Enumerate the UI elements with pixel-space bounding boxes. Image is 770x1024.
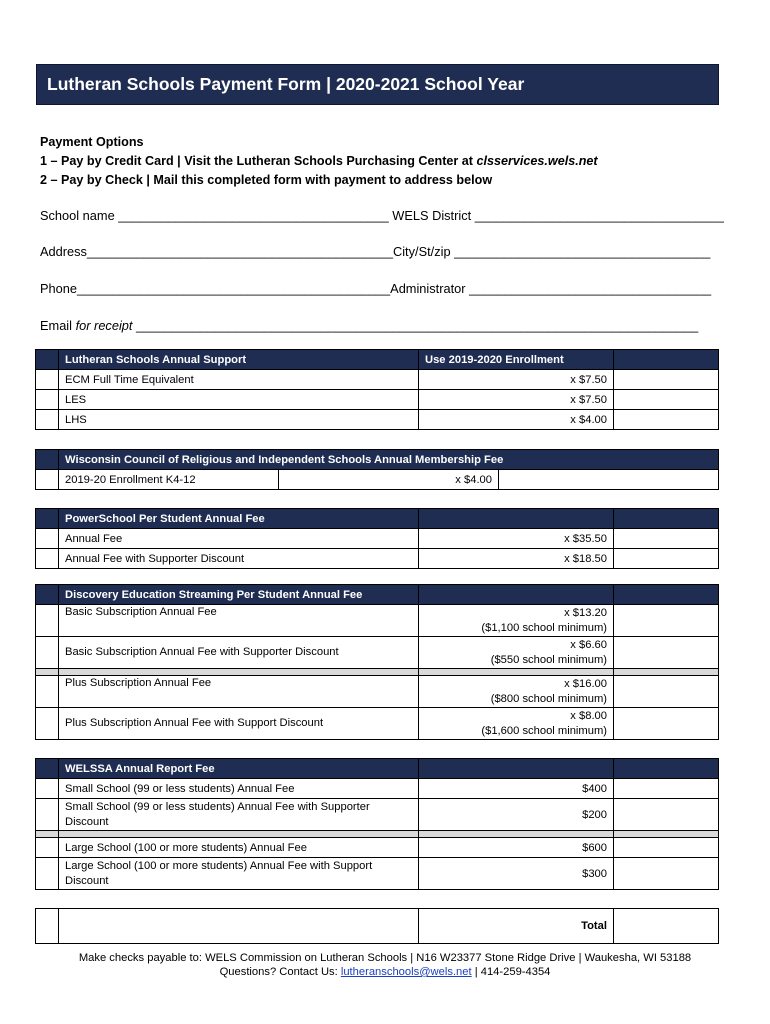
section-header: Lutheran Schools Annual Support: [59, 350, 419, 370]
row-divider: [36, 831, 719, 838]
school-name-district-field[interactable]: School name ______________________________________ WELS District ___________________________________: [40, 208, 724, 223]
section-header: WELSSA Annual Report Fee: [59, 759, 419, 779]
amount-cell[interactable]: [614, 799, 719, 831]
table-row: 2019-20 Enrollment K4-12 x $4.00: [36, 470, 719, 490]
quantity-cell[interactable]: [36, 799, 59, 831]
table-header-row: [36, 450, 719, 470]
discovery-education-table: [35, 584, 719, 740]
amount-cell[interactable]: [614, 858, 719, 890]
page-title: Lutheran Schools Payment Form | 2020-2021 School Year: [36, 64, 719, 105]
total-table: [35, 908, 719, 944]
table-row: Large School (100 or more students) Annual Fee $600: [36, 838, 719, 858]
wcris-membership-table: [35, 449, 719, 490]
table-row: Large School (100 or more students) Annual Fee with Support Discount $300: [36, 858, 719, 890]
address-city-field[interactable]: Address___________________________________________City/St/zip ____________________________________: [40, 244, 711, 259]
quantity-cell[interactable]: [36, 470, 59, 490]
quantity-cell[interactable]: [36, 529, 59, 549]
amount-cell[interactable]: [614, 370, 719, 390]
contact-email-link[interactable]: lutheranschools@wels.net: [340, 966, 472, 978]
section-header: Wisconsin Council of Religious and Independent Schools Annual Membership Fee: [59, 450, 719, 470]
table-row: Small School (99 or less students) Annual Fee with Supporter Discount $200: [36, 799, 719, 831]
phone-administrator-field[interactable]: Phone____________________________________________Administrator __________________________________: [40, 281, 712, 296]
section-header: PowerSchool Per Student Annual Fee: [59, 509, 419, 529]
table-row: Annual Fee with Supporter Discount x $18.50: [36, 549, 719, 569]
quantity-cell[interactable]: [36, 779, 59, 799]
amount-cell[interactable]: [614, 529, 719, 549]
quantity-cell[interactable]: [36, 637, 59, 669]
amount-cell[interactable]: [614, 708, 719, 740]
total-amount-cell[interactable]: [614, 909, 719, 944]
table-header-row: [36, 509, 719, 529]
lutheran-schools-support-table: [35, 349, 719, 430]
quantity-cell[interactable]: [36, 390, 59, 410]
powerschool-fee-table: [35, 508, 719, 569]
table-row: Annual Fee x $35.50: [36, 529, 719, 549]
total-label: Total: [419, 909, 614, 944]
quantity-cell[interactable]: [36, 549, 59, 569]
amount-cell[interactable]: [614, 838, 719, 858]
purchasing-center-link[interactable]: clsservices.wels.net: [476, 154, 598, 168]
table-header-row: [36, 585, 719, 605]
payment-options: [40, 133, 598, 190]
table-row: Basic Subscription Annual Fee with Supporter Discount x $6.60 ($550 school minimum): [36, 637, 719, 669]
quantity-cell[interactable]: [36, 605, 59, 637]
table-row: ECM Full Time Equivalent x $7.50: [36, 370, 719, 390]
section-header: Discovery Education Streaming Per Student Annual Fee: [59, 585, 419, 605]
quantity-cell[interactable]: [36, 676, 59, 708]
payment-option-1: 1 – Pay by Credit Card | Visit the Lutheran Schools Purchasing Center at clsservices.wels.net: [40, 154, 598, 168]
quantity-cell[interactable]: [36, 838, 59, 858]
enrollment-header: Use 2019-2020 Enrollment: [419, 350, 614, 370]
quantity-cell[interactable]: [36, 708, 59, 740]
amount-cell[interactable]: [614, 549, 719, 569]
table-row: Plus Subscription Annual Fee with Support Discount x $8.00 ($1,600 school minimum): [36, 708, 719, 740]
payment-option-2: 2 – Pay by Check | Mail this completed form with payment to address below: [40, 173, 493, 187]
quantity-cell[interactable]: [36, 858, 59, 890]
table-row: Basic Subscription Annual Fee x $13.20 ($1,100 school minimum): [36, 605, 719, 637]
amount-cell[interactable]: [614, 637, 719, 669]
quantity-cell[interactable]: [36, 410, 59, 430]
table-header-row: [36, 350, 719, 370]
footer-payable-line: Make checks payable to: WELS Commission on Lutheran Schools | N16 W23377 Stone Ridge Drive | Waukesha, WI 53188: [78, 952, 692, 964]
email-field[interactable]: Email for receipt _______________________________________________________________________________: [40, 318, 699, 333]
table-row: LHS x $4.00: [36, 410, 719, 430]
table-row: Plus Subscription Annual Fee x $16.00 ($800 school minimum): [36, 676, 719, 708]
table-row: Small School (99 or less students) Annual Fee $400: [36, 779, 719, 799]
payment-options-heading: Payment Options: [40, 135, 144, 149]
amount-cell[interactable]: [614, 779, 719, 799]
amount-cell[interactable]: [614, 410, 719, 430]
amount-cell[interactable]: [614, 676, 719, 708]
amount-cell[interactable]: [499, 470, 719, 490]
table-row: LES x $7.50: [36, 390, 719, 410]
row-divider: [36, 669, 719, 676]
welssa-report-fee-table: [35, 758, 719, 890]
footer-contact-line: Questions? Contact Us: lutheranschools@wels.net | 414-259-4354: [219, 966, 551, 978]
quantity-cell[interactable]: [36, 370, 59, 390]
table-header-row: [36, 759, 719, 779]
amount-cell[interactable]: [614, 605, 719, 637]
total-row: [36, 909, 719, 944]
amount-cell[interactable]: [614, 390, 719, 410]
